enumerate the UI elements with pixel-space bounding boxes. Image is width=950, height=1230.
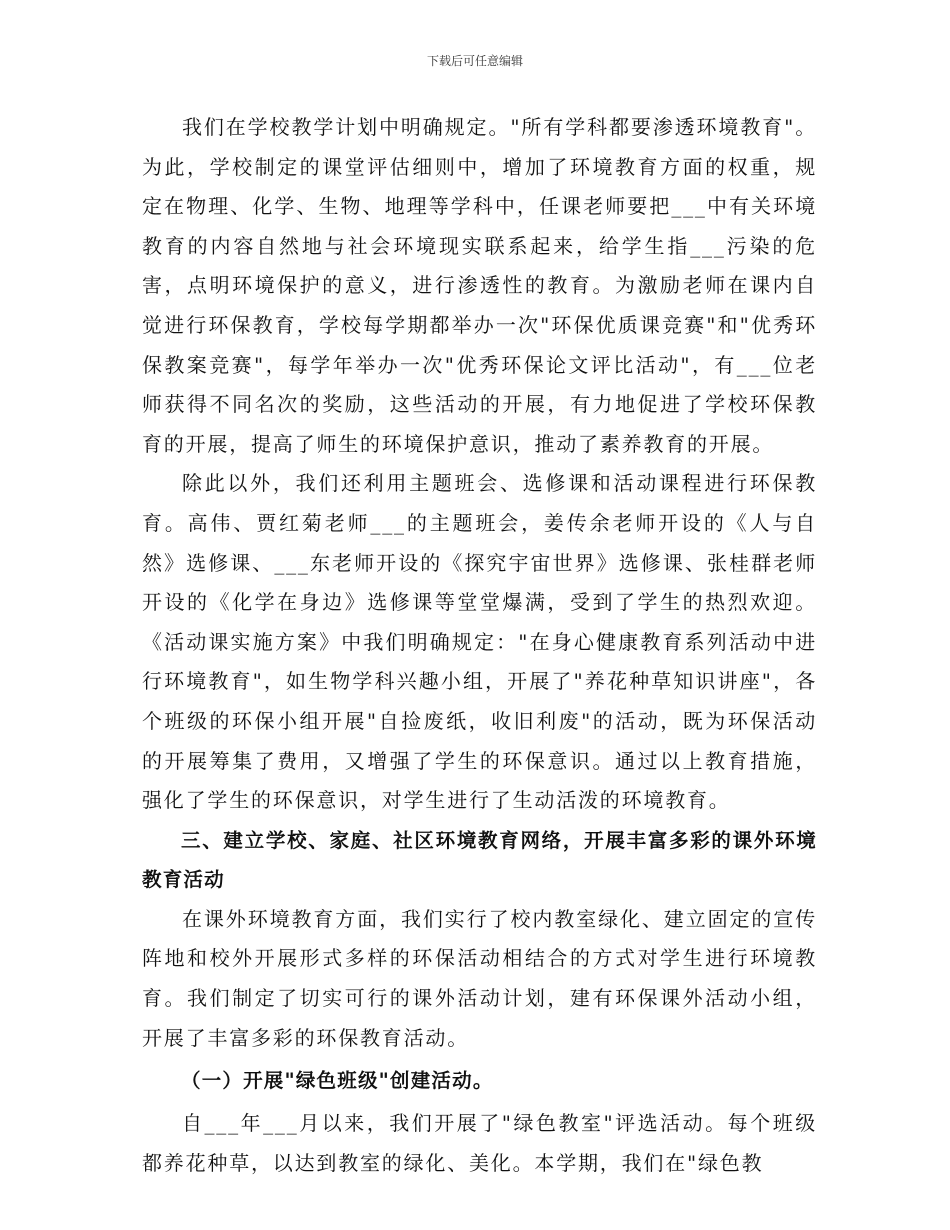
page-header: 下载后可任意编辑 — [426, 54, 523, 68]
paragraph-class-meetings-electives: 除此以外，我们还利用主题班会、选修课和活动课程进行环保教育。高伟、贾红菊老师___的主题班会，姜传余老师开设的《人与自然》选修课、___东老师开设的《探究宇宙世界》选修课、张桂群老师开设的《化学在身边》选修课等堂堂爆满，受到了学生的热烈欢迎。《活动课实施方案》中我们明确规定："在身心健康教育系列活动中进行环境教育"，如生物学科兴趣小组，开展了"养花种草知识讲座"，各个班级的环保小组开展"自捡废纸，收旧利废"的活动，既为环保活动的开展筹集了费用，又增强了学生的环保意识。通过以上教育措施，强化了学生的环保意识，对学生进行了生动活泼的环境教育。 — [142, 471, 817, 813]
paragraph-green-classroom-activity: 自___年___月以来，我们开展了"绿色教室"评选活动。每个班级都养花种草，以达到教室的绿化、美化。本学期，我们在"绿色教 — [142, 1111, 817, 1175]
paragraph-extracurricular-education: 在课外环境教育方面，我们实行了校内教室绿化、建立固定的宣传阵地和校外开展形式多样的环保活动相结合的方式对学生进行环境教育。我们制定了切实可行的课外活动计划，建有环保课外活动小组，开展了丰富多彩的环保教育活动。 — [142, 906, 817, 1050]
section-heading-three: 三、建立学校、家庭、社区环境教育网络，开展丰富多彩的课外环境教育活动 — [142, 828, 817, 892]
document-body — [142, 108, 817, 1183]
subsection-heading-green-class: （一）开展"绿色班级"创建活动。 — [181, 1069, 494, 1093]
paragraph-curriculum-environment-education: 我们在学校教学计划中明确规定。"所有学科都要渗透环境教育"。为此，学校制定的课堂评估细则中，增加了环境教育方面的权重，规定在物理、化学、生物、地理等学科中，任课老师要把___中有关环境教育的内容自然地与社会环境现实联系起来，给学生指___污染的危害，点明环境保护的意义，进行渗透性的教育。为激励老师在课内自觉进行环保教育，学校每学期都举办一次"环保优质课竞赛"和"优秀环保教案竞赛"，每学年举办一次"优秀环保论文评比活动"，有___位老师获得不同名次的奖励，这些活动的开展，有力地促进了学校环保教育的开展，提高了师生的环境保护意识，推动了素养教育的开展。 — [142, 115, 817, 456]
